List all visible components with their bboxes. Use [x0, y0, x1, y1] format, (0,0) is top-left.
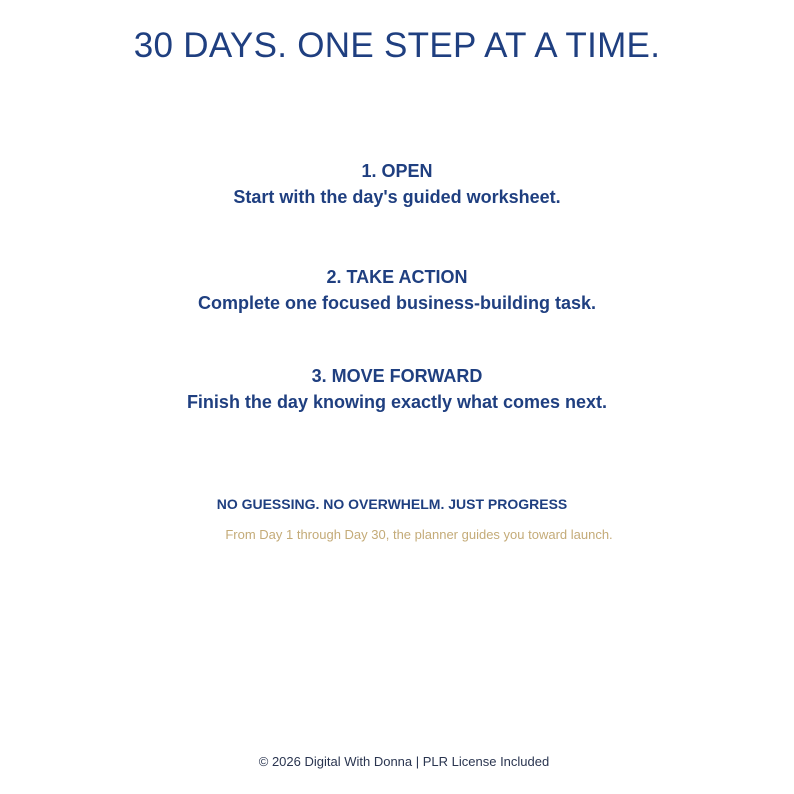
step-take-action [0, 264, 794, 316]
step-description: Start with the day's guided worksheet. [233, 187, 561, 207]
step-open [0, 158, 794, 210]
step-heading: 1. OPEN [361, 161, 433, 181]
step-heading: 2. TAKE ACTION [326, 267, 468, 287]
step-description: Complete one focused business-building task. [197, 293, 597, 313]
step-move-forward [0, 363, 794, 415]
step-description: Finish the day knowing exactly what comes next. [186, 392, 608, 412]
subline: From Day 1 through Day 30, the planner guides you toward launch. [225, 527, 613, 542]
step-heading: 3. MOVE FORWARD [311, 366, 483, 386]
page-title: 30 DAYS. ONE STEP AT A TIME. [133, 26, 661, 65]
footer-copyright: © 2026 Digital With Donna | PLR License Included [258, 754, 550, 769]
tagline: NO GUESSING. NO OVERWHELM. JUST PROGRESS [216, 496, 568, 512]
